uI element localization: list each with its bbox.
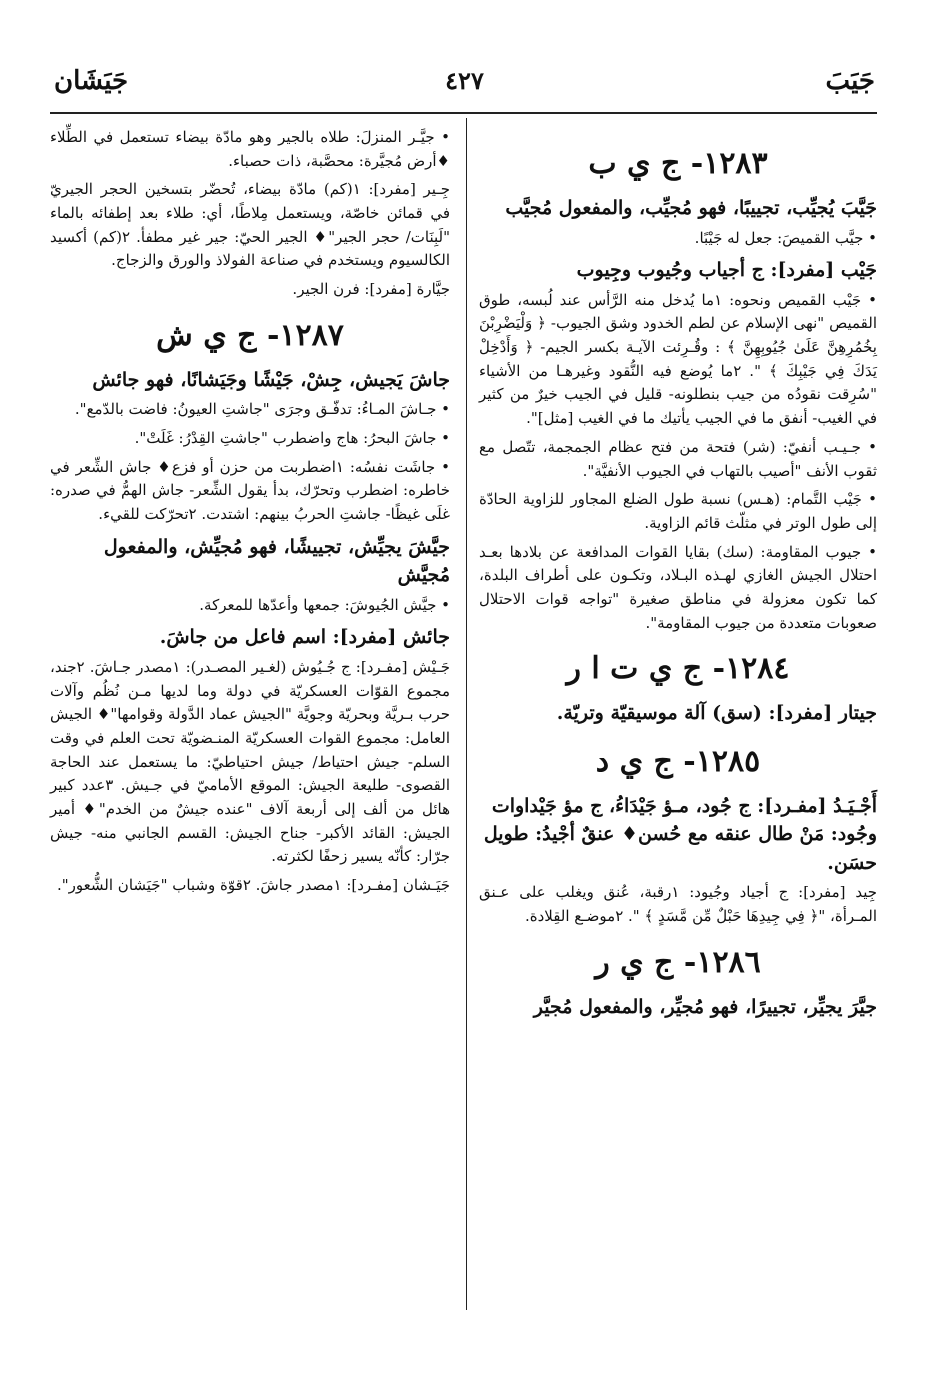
entry-paragraph: جَـيْش [مفـرد]: ج جُـيُوش (لغـير المصـدر): ١مصدر جـاشَ. ٢جند، مجموع القوّات العسكريّة في دولة وما لديها مـن نُظُم وآلات حرب بـريَّة وبحريّة وجويَّة "الجيش عماد الدَّولة وقوامها"♦ الجيش العامل: مجموع القوات العسكريّة المنـضويّة تحت العلم في وقت السلم- جيش احتياط/ جيش احتياطيّ: ما يستعمل عند الحاجة القصوى- طليعة الجيش: الموقع الأماميّ في جـيش. ٣عدد كبير هائل من ألف إلى أربعة آلاف "عنده جيشٌ من الخدم"♦ أمير الجيش: القائد الأكبر- جناح الجيش: القسم الجانبي منه- جيش جرّار: كأنّه يسير زحفًا لكثرته. xyxy=(50,657,450,866)
entry-paragraph: جيَّارة [مفرد]: فرن الجير. xyxy=(292,280,450,299)
entry-paragraph: جِـير [مفرد]: ١(كم) مادّة بيضاء، تُحضّر بتسخين الحجر الجيريّ في قمائن خاصّة، ويستعمل مِلاطًا، أي: طلاء بعد إطفائه بالماء "لَبِنَات/ حجر الجير"♦ الجير الحيّ: جير غير مطفأ. ٢(كم) أكسيد الكالسيوم ويستخدم في صناعة الفولاذ والورق والزجاج. xyxy=(50,180,451,270)
entry-paragraph: • جَيْب القميص ونحوه: ١ما يُدخل منه الرَّأس عند لُبسه، طوق القميص "نهى الإسلام عن لطم الخدود وشق الجيوب- ﴿ وَلْيَضْرِبْنَ بِخُمُرِهِنَّ عَلَىٰ جُيُوبِهِنَّ ﴾ : وقُـرِئت الآيـة بكسر الجيم- ﴿ وَأَدْخِلْ يَدَكَ فِي جَيْبِكَ ﴾ ". ٢ما يُوضع فيه النُّقود وغيرهـا من الأشياء "سُرِقت نقودُه من جيب بنطلونه- قليل في الجيب خيرٌ من كثير في الغيب- أنفق ما في الجيب يأتيك ما في الغيب [مثل]". xyxy=(479,290,877,428)
entry-paragraph: • جاشَ البحرُ: هاج واضطرب "جاشتِ القِدْرُ: غَلَتْ". xyxy=(134,429,450,447)
headword-line: أَجْـيَـدُ [مفـرد]: ج جُود، مـؤ جَيْدَاءُ، ج مؤ جَيْداوات وجُود: مَنْ طال عنقه مع حُسن♦ عنقٌ أجْيدُ: طويل حسَن. xyxy=(483,794,877,874)
entry-paragraph: جِيد [مفرد]: ج أجياد وجُيود: ١رقبة، عُنق ويغلب على عـنق المـرأة، "﴿ فِي جِيدِهَا حَبْلٌ مِّن مَّسَدٍ ﴾ ". ٢موضـع القِلادة. xyxy=(479,883,877,925)
root-heading: ١٢٨٥- ج ي د xyxy=(595,743,761,779)
headword-line: جائش [مفرد]: اسم فاعل من جاشَ. xyxy=(159,626,450,649)
left-column xyxy=(50,124,450,903)
headword-line: جيتار [مفرد]: (سق) آلة موسيقيّة وتريّة. xyxy=(556,702,877,725)
headword-line: جيَّرَ يجيِّر، تجييرًا، فهو مُجيِّر، والمفعول مُجيَّر xyxy=(533,995,877,1018)
headword-line: جيَّشَ يجيِّش، تجييشًا، فهو مُجيِّش، والمفعول مُجيَّش xyxy=(103,535,450,587)
page-header xyxy=(54,60,875,104)
page-number: ٤٢٧ xyxy=(445,66,484,95)
root-heading: ١٢٨٣- ج ي ب xyxy=(588,146,768,181)
entry-paragraph: • جيوب المقاومة: (سك) بقايا القوات المدافعة عن بلادها بعـد احتلال الجيش الغازي لهـذه البـلاد، وتكـون على أطراف البلدة، كما تكون معزولة في مناطق صغيرة "تواجه قوات الاحتلال صعوبات متعددة من جيوب المقاومة". xyxy=(479,542,877,632)
entry-paragraph: • جـيـب أنفيّ: (شر) فتحة من فتح عظام الجمجمة، تتّصل مع ثقوب الأنف "أصيب بالتهاب في الجيوب الأنفيَّة". xyxy=(479,437,877,480)
headword-line: جاشَ يَجيش، جِشْ، جَيْشًا وجَيَشانًا، فهو جائش xyxy=(92,368,450,391)
headword-line: جَيْب [مفرد]: ج أجياب وجُيوب وجِيوب xyxy=(576,259,877,282)
entry-paragraph: • جيَّب القميصَ: جعل له جَيْبًا. xyxy=(694,228,877,247)
column-divider xyxy=(466,118,467,1310)
entry-paragraph: • جَيْب التَّمام: (هـس) نسبة طول الضلع المجاور للزاوية الحادّة إلى طول الوتر في مثلّث قائم الزاوية. xyxy=(479,490,877,532)
root-heading: ١٢٨٧- ج ي ش xyxy=(156,317,344,353)
entry-paragraph: • جاشَت نفسُه: ١اضطربت من حزن أو فزع♦ جاش الشِّعر في خاطره: اضطرب وتحرّك، بدأ يقول الشِّعر- جاش الهمُّ في صدره: غلَى غيظًا- جاشتِ الحربُ بينهم: اشتدت. ٢تحرّكت للقيء. xyxy=(50,457,450,524)
entry-paragraph: • جيَّش الجُيوشَ: جمعها وأعدّها للمعركة. xyxy=(199,595,450,614)
right-column xyxy=(479,124,877,1025)
root-heading: ١٢٨٦- ج ي ر xyxy=(595,944,761,980)
root-heading: ١٢٨٤- ج ي ت ا ر xyxy=(566,651,790,687)
header-rule xyxy=(50,112,877,114)
header-guide-word-left: جَيَشَان xyxy=(54,66,129,96)
entry-paragraph: • جيَّـر المنزلَ: طلاه بالجير وهو مادّة بيضاء تستعمل في الطِّلاء ♦أرض مُجيَّرة: محصَّبة، ذات حصباء. xyxy=(50,128,450,170)
header-guide-word-right: جَيَبَ xyxy=(825,66,875,96)
entry-paragraph: جَيَـشان [مفـرد]: ١مصدر جاشَ. ٢قوّة وشباب "جَيَشان الشُّعور". xyxy=(57,876,450,895)
headword-line: جَيَّبَ يُجيِّب، تجييبًا، فهو مُجيِّب، والمفعول مُجيَّب xyxy=(505,197,877,219)
entry-paragraph: • جـاشَ المـاءُ: تدفّـق وجرَى "جاشتِ العيونُ: فاضت بالدّمع". xyxy=(74,400,450,419)
